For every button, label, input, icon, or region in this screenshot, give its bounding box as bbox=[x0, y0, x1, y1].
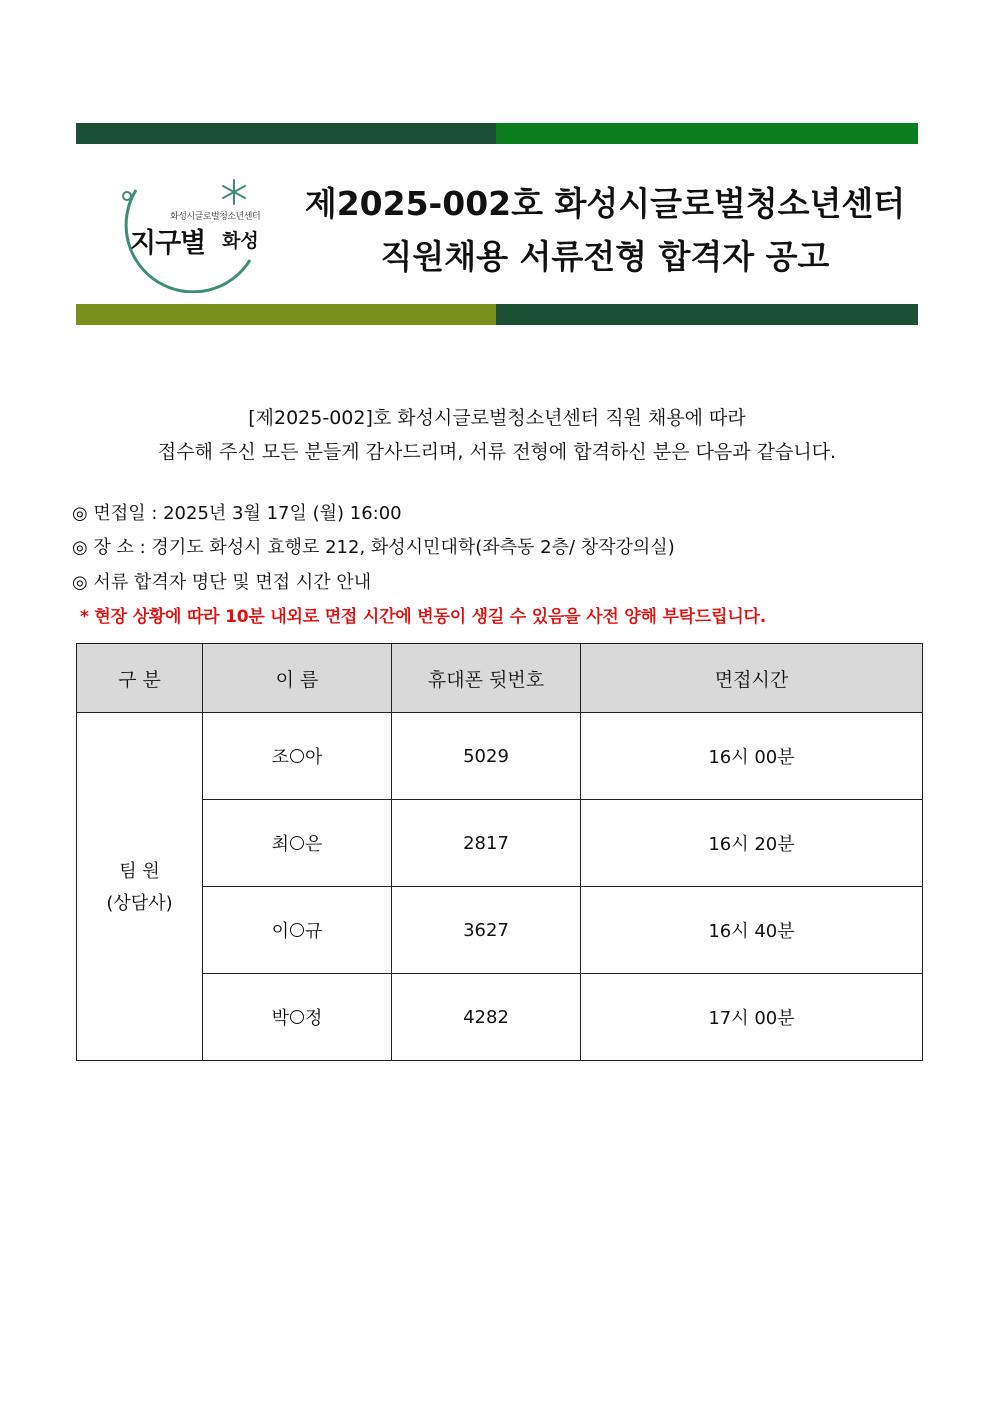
phone-cell: 2817 bbox=[392, 800, 581, 887]
name-last: 규 bbox=[305, 921, 323, 942]
category-line2: (상담사) bbox=[106, 892, 173, 914]
header-category: 구 분 bbox=[77, 644, 203, 713]
name-cell bbox=[203, 887, 392, 974]
star-icon bbox=[223, 180, 245, 204]
header-time: 면접시간 bbox=[581, 644, 923, 713]
intro-line1: [제2025-002]호 화성시글로벌청소년센터 직원 채용에 따라 bbox=[248, 407, 746, 429]
phone-cell: 4282 bbox=[392, 974, 581, 1061]
name-last: 은 bbox=[305, 834, 323, 855]
logo-main-text: 지구별 bbox=[130, 228, 206, 259]
name-first: 최 bbox=[271, 834, 289, 855]
mask-circle-icon bbox=[290, 749, 304, 763]
table-header-row bbox=[77, 644, 923, 713]
name-cell bbox=[203, 800, 392, 887]
header-name: 이 름 bbox=[203, 644, 392, 713]
header-bar-bottom-right bbox=[496, 304, 918, 325]
name-first: 조 bbox=[271, 747, 289, 768]
header-bar-bottom-left bbox=[76, 304, 496, 325]
logo-subtitle: 화성시글로벌청소년센터 bbox=[170, 212, 261, 222]
list-heading: ◎ 서류 합격자 명단 및 면접 시간 안내 bbox=[72, 572, 372, 593]
name-last: 아 bbox=[305, 747, 323, 768]
change-notice: * 현장 상황에 따라 10분 내외로 면접 시간에 변동이 생길 수 있음을 사전 양해 부탁드립니다. bbox=[80, 607, 767, 627]
time-cell: 16시 20분 bbox=[581, 800, 923, 887]
table-row bbox=[77, 800, 923, 887]
results-table bbox=[76, 643, 923, 1061]
table-row bbox=[77, 974, 923, 1061]
name-first: 박 bbox=[271, 1008, 289, 1029]
table-row bbox=[77, 713, 923, 800]
intro-line2: 접수해 주신 모든 분들게 감사드리며, 서류 전형에 합격하신 분은 다음과 같습니다. bbox=[157, 441, 837, 463]
table-row bbox=[77, 887, 923, 974]
header-phone: 휴대폰 뒷번호 bbox=[392, 644, 581, 713]
category-line1: 팀 원 bbox=[119, 860, 160, 882]
name-cell bbox=[203, 974, 392, 1061]
header-bar-top-right bbox=[496, 123, 918, 144]
mask-circle-icon bbox=[290, 1010, 304, 1024]
mask-circle-icon bbox=[290, 923, 304, 937]
phone-cell: 5029 bbox=[392, 713, 581, 800]
mask-circle-icon bbox=[290, 836, 304, 850]
interview-date: ◎ 면접일 : 2025년 3월 17일 (월) 16:00 bbox=[72, 503, 402, 524]
time-cell: 16시 00분 bbox=[581, 713, 923, 800]
name-last: 정 bbox=[305, 1008, 323, 1029]
name-cell bbox=[203, 713, 392, 800]
phone-cell: 3627 bbox=[392, 887, 581, 974]
time-cell: 16시 40분 bbox=[581, 887, 923, 974]
time-cell: 17시 00분 bbox=[581, 974, 923, 1061]
logo-city-text: 화성 bbox=[222, 230, 259, 252]
header-bar-top-left bbox=[76, 123, 496, 144]
page-title-line1: 제2025-002호 화성시글로벌청소년센터 bbox=[304, 184, 906, 223]
interview-place: ◎ 장 소 : 경기도 화성시 효행로 212, 화성시민대학(좌측동 2층/ 창작강의실) bbox=[72, 537, 675, 558]
page-title-line2: 직원채용 서류전형 합격자 공고 bbox=[380, 237, 830, 276]
name-first: 이 bbox=[271, 921, 289, 942]
category-cell bbox=[77, 713, 203, 1061]
